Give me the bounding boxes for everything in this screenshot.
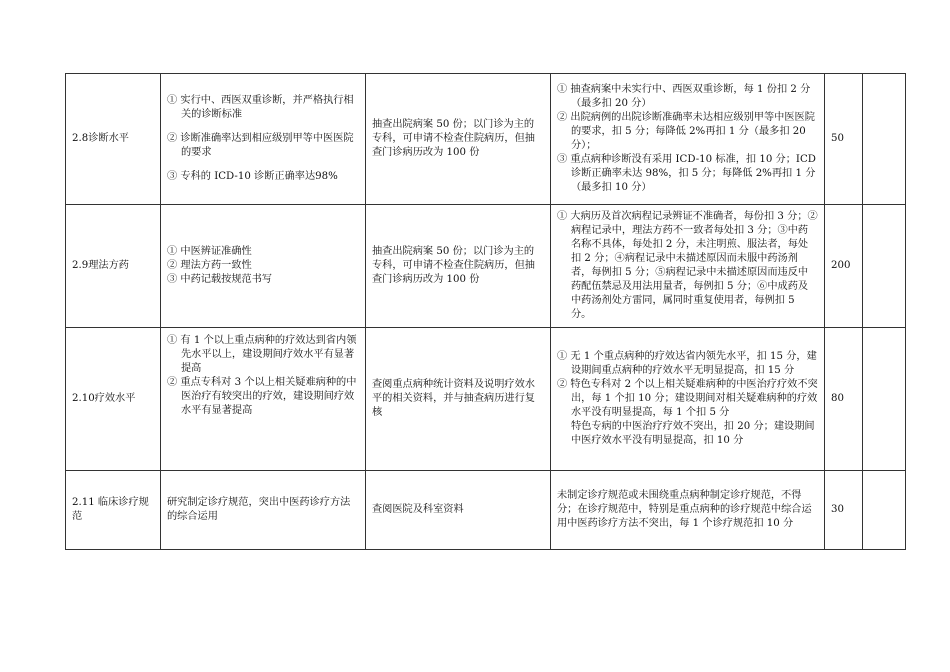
criteria-line: ① 大病历及首次病程记录辨证不准确者，每份扣 3 分；②病程记录中，理法方药不一致者每处扣 3 分；③中药名称不具体，每处扣 2 分，未注明煎、服法者，每处扣 2 分；④病程记录中未描述原因而未服中药汤剂者，每例扣 5 分；⑤病程记录中未描述原因而违反中药配伍禁忌及用法用量者，每例扣 5 分；⑥中成药及中药汤剂处方雷同，属同时重复使用者，每例扣 5 分。: [557, 211, 818, 320]
standard-line: ③ 中药记载按规范书写: [167, 274, 273, 285]
criteria-cell: [551, 205, 825, 328]
item-cell: 2.9理法方药: [66, 205, 161, 328]
item-cell: 2.11 临床诊疗规范: [66, 471, 161, 550]
actual-score-cell: [863, 205, 906, 328]
table-row: [66, 205, 906, 328]
method-cell: 查阅医院及科室资料: [366, 471, 551, 550]
criteria-line: ③ 重点病种诊断没有采用 ICD-10 标准，扣 10 分；ICD 诊断正确率未达 98%，扣 5 分；每降低 2%再扣 1 分（最多扣 10 分）: [557, 154, 816, 193]
standard-line: ② 重点专科对 3 个以上相关疑难病种的中医治疗有较突出的疗效，建设期间疗效水平有显著提高: [167, 377, 357, 416]
standard-line: ① 中医辨证准确性: [167, 246, 252, 257]
method-cell: 抽查出院病案 50 份；以门诊为主的专科，可申请不检查住院病历，但抽查门诊病历改为 100 份: [366, 205, 551, 328]
standard-cell: [161, 74, 366, 205]
item-cell: 2.8诊断水平: [66, 74, 161, 205]
criteria-line: ② 出院病例的出院诊断准确率未达相应级别甲等中医医院的要求，扣 5 分；每降低 2%再扣 1 分（最多扣 20 分）；: [557, 112, 815, 151]
actual-score-cell: [863, 74, 906, 205]
standard-cell: [161, 328, 366, 471]
method-cell: 抽查出院病案 50 份；以门诊为主的专科，可申请不检查住院病历，但抽查门诊病历改为 100 份: [366, 74, 551, 205]
standard-cell: [161, 205, 366, 328]
criteria-cell: [551, 74, 825, 205]
score-cell: 80: [825, 328, 863, 471]
criteria-line: 未制定诊疗规范或未围绕重点病种制定诊疗规范，不得分；在诊疗规范中，特别是重点病种的诊疗规范中综合运用中医药诊疗方法不突出，每 1 个诊疗规范扣 10 分: [557, 490, 812, 529]
criteria-cell: [551, 471, 825, 550]
evaluation-table: [65, 73, 906, 550]
score-cell: 50: [825, 74, 863, 205]
score-cell: 30: [825, 471, 863, 550]
table-row: [66, 471, 906, 550]
item-cell: 2.10疗效水平: [66, 328, 161, 471]
criteria-line: ① 无 1 个重点病种的疗效达省内领先水平，扣 15 分，建设期间重点病种的疗效水平无明显提高，扣 15 分: [557, 351, 817, 376]
criteria-cell: [551, 328, 825, 471]
standard-line: ① 有 1 个以上重点病种的疗效达到省内领先水平以上，建设期间疗效水平有显著提高: [167, 335, 357, 374]
standard-line: ① 实行中、西医双重诊断，并严格执行相关的诊断标准: [167, 95, 354, 120]
standard-line: ② 诊断准确率达到相应级别甲等中医医院的要求: [167, 133, 354, 158]
standard-cell: [161, 471, 366, 550]
criteria-line: ① 抽查病案中未实行中、西医双重诊断，每 1 份扣 2 分（最多扣 20 分）: [557, 84, 811, 109]
table-row: [66, 328, 906, 471]
actual-score-cell: [863, 471, 906, 550]
table-row: [66, 74, 906, 205]
standard-line: 研究制定诊疗规范，突出中医药诊疗方法的综合运用: [167, 497, 351, 522]
standard-line: ③ 专科的 ICD-10 诊断正确率达98%: [167, 171, 338, 182]
score-cell: 200: [825, 205, 863, 328]
standard-line: ② 理法方药一致性: [167, 260, 252, 271]
criteria-line: 特色专病的中医治疗疗效不突出，扣 20 分；建设期间中医疗效水平没有明显提高，扣 10 分: [571, 421, 815, 446]
actual-score-cell: [863, 328, 906, 471]
criteria-line: ② 特色专科对 2 个以上相关疑难病种的中医治疗疗效不突出，每 1 个扣 10 分；建设期间对相关疑难病种的疗效水平没有明显提高，每 1 个扣 5 分: [557, 379, 818, 418]
method-cell: 查阅重点病种统计资料及说明疗效水平的相关资料，并与抽查病历进行复核: [366, 328, 551, 471]
